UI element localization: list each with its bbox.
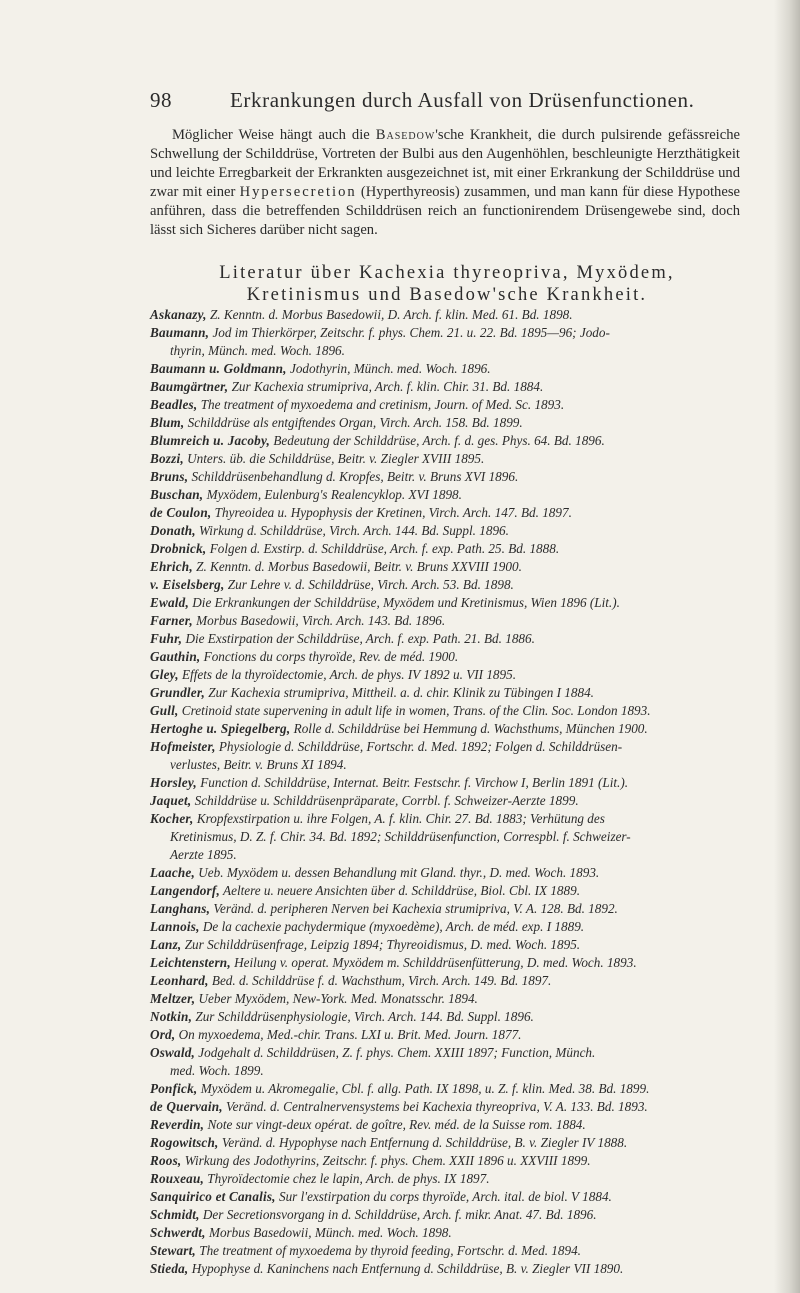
reference-author: Kocher, — [150, 811, 194, 826]
reference-text: Myxödem u. Akromegalie, Cbl. f. allg. Path. IX 1898, u. Z. f. klin. Med. 38. Bd. 1899. — [197, 1081, 650, 1096]
reference-author: Beadles, — [150, 397, 198, 412]
reference-entry — [150, 1098, 750, 1116]
reference-text: thyrin, Münch. med. Woch. 1896. — [170, 343, 345, 358]
reference-author: Leichtenstern, — [150, 955, 231, 970]
reference-entry — [150, 1260, 750, 1278]
reference-author: Donath, — [150, 523, 196, 538]
literature-heading — [152, 262, 742, 306]
reference-author: Bozzi, — [150, 451, 184, 466]
reference-author: Buschan, — [150, 487, 204, 502]
reference-author: Oswald, — [150, 1045, 195, 1060]
reference-author: Rogowitsch, — [150, 1135, 219, 1150]
reference-text: Wirkung des Jodothyrins, Zeitschr. f. phys. Chem. XXII 1896 u. XXVIII 1899. — [181, 1153, 591, 1168]
reference-author: Gauthin, — [150, 649, 201, 664]
heading-line-1: Literatur über Kachexia thyreopriva, Myxödem, — [219, 263, 675, 283]
reference-entry — [150, 486, 750, 504]
reference-author: Drobnick, — [150, 541, 207, 556]
reference-author: Gull, — [150, 703, 179, 718]
intro-paragraph — [150, 126, 740, 240]
reference-entry — [150, 954, 750, 972]
reference-entry — [150, 306, 750, 324]
reference-author: Ehrich, — [150, 559, 193, 574]
reference-entry — [150, 1080, 750, 1098]
reference-entry — [150, 1170, 750, 1188]
reference-continuation — [150, 846, 750, 864]
reference-text: Zur Schilddrüsenphysiologie, Virch. Arch. 144. Bd. Suppl. 1896. — [192, 1009, 534, 1024]
reference-text: med. Woch. 1899. — [170, 1063, 264, 1078]
reference-author: de Quervain, — [150, 1099, 223, 1114]
reference-entry — [150, 738, 750, 756]
reference-author: Grundler, — [150, 685, 205, 700]
reference-text: Morbus Basedowii, Virch. Arch. 143. Bd. 1896. — [192, 613, 446, 628]
reference-author: Notkin, — [150, 1009, 193, 1024]
reference-text: Bedeutung der Schilddrüse, Arch. f. d. ges. Phys. 64. Bd. 1896. — [270, 433, 605, 448]
reference-entry — [150, 360, 750, 378]
reference-text: Aerzte 1895. — [170, 847, 237, 862]
reference-text: De la cachexie pachydermique (myxoedème), Arch. de méd. exp. I 1889. — [199, 919, 585, 934]
reference-author: Langendorf, — [150, 883, 220, 898]
reference-text: The treatment of myxoedema and cretinism, Journ. of Med. Sc. 1893. — [197, 397, 565, 412]
reference-entry — [150, 630, 750, 648]
reference-text: verlustes, Beitr. v. Bruns XI 1894. — [170, 757, 347, 772]
intro-text-1: Möglicher Weise hängt auch die — [172, 127, 376, 143]
reference-author: Sanquirico et Canalis, — [150, 1189, 276, 1204]
page-number: 98 — [150, 88, 172, 112]
reference-author: Baumgärtner, — [150, 379, 229, 394]
reference-author: Schwerdt, — [150, 1225, 206, 1240]
reference-continuation — [150, 1062, 750, 1080]
reference-text: Bed. d. Schilddrüse f. d. Wachsthum, Virch. Arch. 149. Bd. 1897. — [208, 973, 552, 988]
reference-author: Langhans, — [150, 901, 211, 916]
reference-text: Veränd. d. Hypophyse nach Entfernung d. Schilddrüse, B. v. Ziegler IV 1888. — [218, 1135, 628, 1150]
reference-entry — [150, 324, 750, 342]
reference-text: Der Secretionsvorgang in d. Schilddrüse, Arch. f. mikr. Anat. 47. Bd. 1896. — [199, 1207, 597, 1222]
reference-author: de Coulon, — [150, 505, 212, 520]
reference-text: Jodgehalt d. Schilddrüsen, Z. f. phys. Chem. XXIII 1897; Function, Münch. — [195, 1045, 596, 1060]
reference-entry — [150, 414, 750, 432]
reference-entry — [150, 774, 750, 792]
reference-entry — [150, 684, 750, 702]
reference-author: Blumreich u. Jacoby, — [150, 433, 271, 448]
reference-text: Morbus Basedowii, Münch. med. Woch. 1898. — [205, 1225, 452, 1240]
reference-text: Myxödem, Eulenburg's Realencyklop. XVI 1898. — [203, 487, 462, 502]
reference-text: Z. Kenntn. d. Morbus Basedowii, Beitr. v. Bruns XXVIII 1900. — [192, 559, 522, 574]
reference-text: Schilddrüse als entgiftendes Organ, Virch. Arch. 158. Bd. 1899. — [184, 415, 523, 430]
reference-text: Schilddrüsenbehandlung d. Kropfes, Beitr. v. Bruns XVI 1896. — [188, 469, 519, 484]
reference-author: Bruns, — [150, 469, 189, 484]
reference-author: Gley, — [150, 667, 179, 682]
reference-text: Thyroïdectomie chez le lapin, Arch. de phys. IX 1897. — [204, 1171, 490, 1186]
reference-author: Lanz, — [150, 937, 182, 952]
reference-entry — [150, 1206, 750, 1224]
reference-entry — [150, 1152, 750, 1170]
reference-entry — [150, 558, 750, 576]
reference-author: Fuhr, — [150, 631, 183, 646]
reference-text: Zur Kachexia strumipriva, Arch. f. klin. Chir. 31. Bd. 1884. — [228, 379, 544, 394]
reference-text: Kretinismus, D. Z. f. Chir. 34. Bd. 1892; Schilddrüsenfunction, Correspbl. f. Schweizer- — [170, 829, 631, 844]
reference-entry — [150, 792, 750, 810]
reference-author: Ponfick, — [150, 1081, 198, 1096]
reference-entry — [150, 1242, 750, 1260]
reference-text: Die Exstirpation der Schilddrüse, Arch. f. exp. Path. 21. Bd. 1886. — [182, 631, 535, 646]
reference-entry — [150, 1008, 750, 1026]
heading-line-2: Kretinismus und Basedow'sche Krankheit. — [246, 285, 648, 305]
reference-entry — [150, 576, 750, 594]
reference-author: Leonhard, — [150, 973, 209, 988]
reference-entry — [150, 594, 750, 612]
reference-author: Farner, — [150, 613, 193, 628]
reference-author: v. Eiselsberg, — [150, 577, 225, 592]
reference-author: Stewart, — [150, 1243, 196, 1258]
reference-author: Rouxeau, — [150, 1171, 204, 1186]
running-title: Erkrankungen durch Ausfall von Drüsenfunctionen. — [230, 88, 695, 112]
reference-text: Zur Kachexia strumipriva, Mittheil. a. d. chir. Klinik zu Tübingen I 1884. — [204, 685, 594, 700]
reference-entry — [150, 468, 750, 486]
reference-list — [150, 306, 750, 1278]
reference-entry — [150, 432, 750, 450]
reference-text: Hypophyse d. Kaninchens nach Entfernung d. Schilddrüse, B. v. Ziegler VII 1890. — [188, 1261, 624, 1276]
reference-text: On myxoedema, Med.-chir. Trans. LXI u. Brit. Med. Journ. 1877. — [175, 1027, 522, 1042]
reference-entry — [150, 900, 750, 918]
reference-entry — [150, 702, 750, 720]
reference-entry — [150, 504, 750, 522]
reference-entry — [150, 1134, 750, 1152]
reference-text: Zur Schilddrüsenfrage, Leipzig 1894; Thyreoidismus, D. med. Woch. 1895. — [181, 937, 581, 952]
reference-entry — [150, 990, 750, 1008]
reference-continuation — [150, 756, 750, 774]
reference-entry — [150, 378, 750, 396]
reference-entry — [150, 972, 750, 990]
reference-author: Laache, — [150, 865, 195, 880]
reference-text: Z. Kenntn. d. Morbus Basedowii, D. Arch. f. klin. Med. 61. Bd. 1898. — [206, 307, 573, 322]
reference-author: Hofmeister, — [150, 739, 216, 754]
reference-text: The treatment of myxoedema by thyroid feeding, Fortschr. d. Med. 1894. — [195, 1243, 581, 1258]
reference-text: Cretinoid state supervening in adult life in women, Trans. of the Clin. Soc. London 1893. — [178, 703, 651, 718]
intro-text-2: 'sche Krankheit, die durch pulsirende gefässreiche Schwellung der Schilddrüse, Vortreten der Bulbi aus den Augenhöhlen, beschleunigte Herzthätigkeit und leichte Erregbarkeit der Erkrankten ausgezeichnet ist, mit einer Erkrankung der Schilddrüse und zwar mit einer — [150, 127, 740, 200]
reference-author: Lannois, — [150, 919, 200, 934]
reference-entry — [150, 882, 750, 900]
reference-entry — [150, 648, 750, 666]
reference-author: Baumann, — [150, 325, 210, 340]
page-edge-shadow — [774, 0, 800, 1293]
reference-text: Effets de la thyroïdectomie, Arch. de phys. IV 1892 u. VII 1895. — [178, 667, 517, 682]
reference-text: Thyreoidea u. Hypophysis der Kretinen, Virch. Arch. 147. Bd. 1897. — [211, 505, 572, 520]
reference-text: Note sur vingt-deux opérat. de goître, Rev. méd. de la Suisse rom. 1884. — [204, 1117, 586, 1132]
reference-author: Hertoghe u. Spiegelberg, — [150, 721, 291, 736]
reference-entry — [150, 1026, 750, 1044]
reference-entry — [150, 1116, 750, 1134]
reference-entry — [150, 396, 750, 414]
reference-text: Sur l'exstirpation du corps thyroïde, Arch. ital. de biol. V 1884. — [275, 1189, 612, 1204]
reference-entry — [150, 612, 750, 630]
reference-text: Wirkung d. Schilddrüse, Virch. Arch. 144. Bd. Suppl. 1896. — [195, 523, 509, 538]
reference-continuation — [150, 828, 750, 846]
reference-text: Aeltere u. neuere Ansichten über d. Schilddrüse, Biol. Cbl. IX 1889. — [219, 883, 581, 898]
reference-author: Horsley, — [150, 775, 197, 790]
reference-text: Physiologie d. Schilddrüse, Fortschr. d. Med. 1892; Folgen d. Schilddrüsen- — [215, 739, 623, 754]
reference-entry — [150, 810, 750, 828]
reference-author: Ord, — [150, 1027, 176, 1042]
reference-author: Roos, — [150, 1153, 182, 1168]
reference-entry — [150, 540, 750, 558]
reference-text: Veränd. d. Centralnervensystems bei Kachexia thyreopriva, V. A. 133. Bd. 1893. — [222, 1099, 648, 1114]
reference-author: Ewald, — [150, 595, 189, 610]
reference-text: Die Erkrankungen der Schilddrüse, Myxödem und Kretinismus, Wien 1896 (Lit.). — [188, 595, 620, 610]
reference-text: Ueber Myxödem, New-York. Med. Monatsschr. 1894. — [195, 991, 478, 1006]
reference-author: Askanazy, — [150, 307, 207, 322]
reference-entry — [150, 450, 750, 468]
reference-entry — [150, 720, 750, 738]
intro-text-3: (Hyperthyreosis) zusammen, und man kann für diese Hypothese anführen, dass die betreffenden Schilddrüsen reich an functionirendem Drüsengewebe sind, doch lässt sich Sicheres darüber nicht sagen. — [150, 184, 740, 238]
intro-basedow: Basedow — [375, 127, 436, 143]
reference-entry — [150, 864, 750, 882]
reference-entry — [150, 1224, 750, 1242]
reference-text: Rolle d. Schilddrüse bei Hemmung d. Wachsthums, München 1900. — [290, 721, 648, 736]
reference-continuation — [150, 342, 750, 360]
reference-text: Unters. üb. die Schilddrüse, Beitr. v. Ziegler XVIII 1895. — [183, 451, 485, 466]
reference-author: Reverdin, — [150, 1117, 205, 1132]
reference-text: Veränd. d. peripheren Nerven bei Kachexia strumipriva, V. A. 128. Bd. 1892. — [210, 901, 618, 916]
reference-author: Blum, — [150, 415, 185, 430]
page-header — [150, 88, 750, 114]
reference-entry — [150, 918, 750, 936]
reference-author: Baumann u. Goldmann, — [150, 361, 287, 376]
reference-text: Kropfexstirpation u. ihre Folgen, A. f. klin. Chir. 27. Bd. 1883; Verhütung des — [193, 811, 605, 826]
reference-entry — [150, 1188, 750, 1206]
reference-author: Jaquet, — [150, 793, 192, 808]
intro-hypersecretion: Hypersecretion — [239, 184, 357, 200]
reference-text: Jod im Thierkörper, Zeitschr. f. phys. Chem. 21. u. 22. Bd. 1895—96; Jodo- — [209, 325, 610, 340]
reference-text: Function d. Schilddrüse, Internat. Beitr. Festschr. f. Virchow I, Berlin 1891 (Lit.). — [196, 775, 629, 790]
reference-entry — [150, 666, 750, 684]
reference-text: Fonctions du corps thyroïde, Rev. de méd. 1900. — [200, 649, 459, 664]
reference-author: Schmidt, — [150, 1207, 200, 1222]
reference-entry — [150, 1044, 750, 1062]
reference-text: Ueb. Myxödem u. dessen Behandlung mit Gland. thyr., D. med. Woch. 1893. — [194, 865, 600, 880]
reference-text: Schilddrüse u. Schilddrüsenpräparate, Corrbl. f. Schweizer-Aerzte 1899. — [191, 793, 579, 808]
reference-author: Stieda, — [150, 1261, 189, 1276]
reference-entry — [150, 936, 750, 954]
reference-text: Heilung v. operat. Myxödem m. Schilddrüsenfütterung, D. med. Woch. 1893. — [230, 955, 637, 970]
reference-text: Zur Lehre v. d. Schilddrüse, Virch. Arch. 53. Bd. 1898. — [224, 577, 514, 592]
reference-entry — [150, 522, 750, 540]
reference-text: Jodothyrin, Münch. med. Woch. 1896. — [286, 361, 491, 376]
reference-text: Folgen d. Exstirp. d. Schilddrüse, Arch. f. exp. Path. 25. Bd. 1888. — [206, 541, 560, 556]
reference-author: Meltzer, — [150, 991, 196, 1006]
